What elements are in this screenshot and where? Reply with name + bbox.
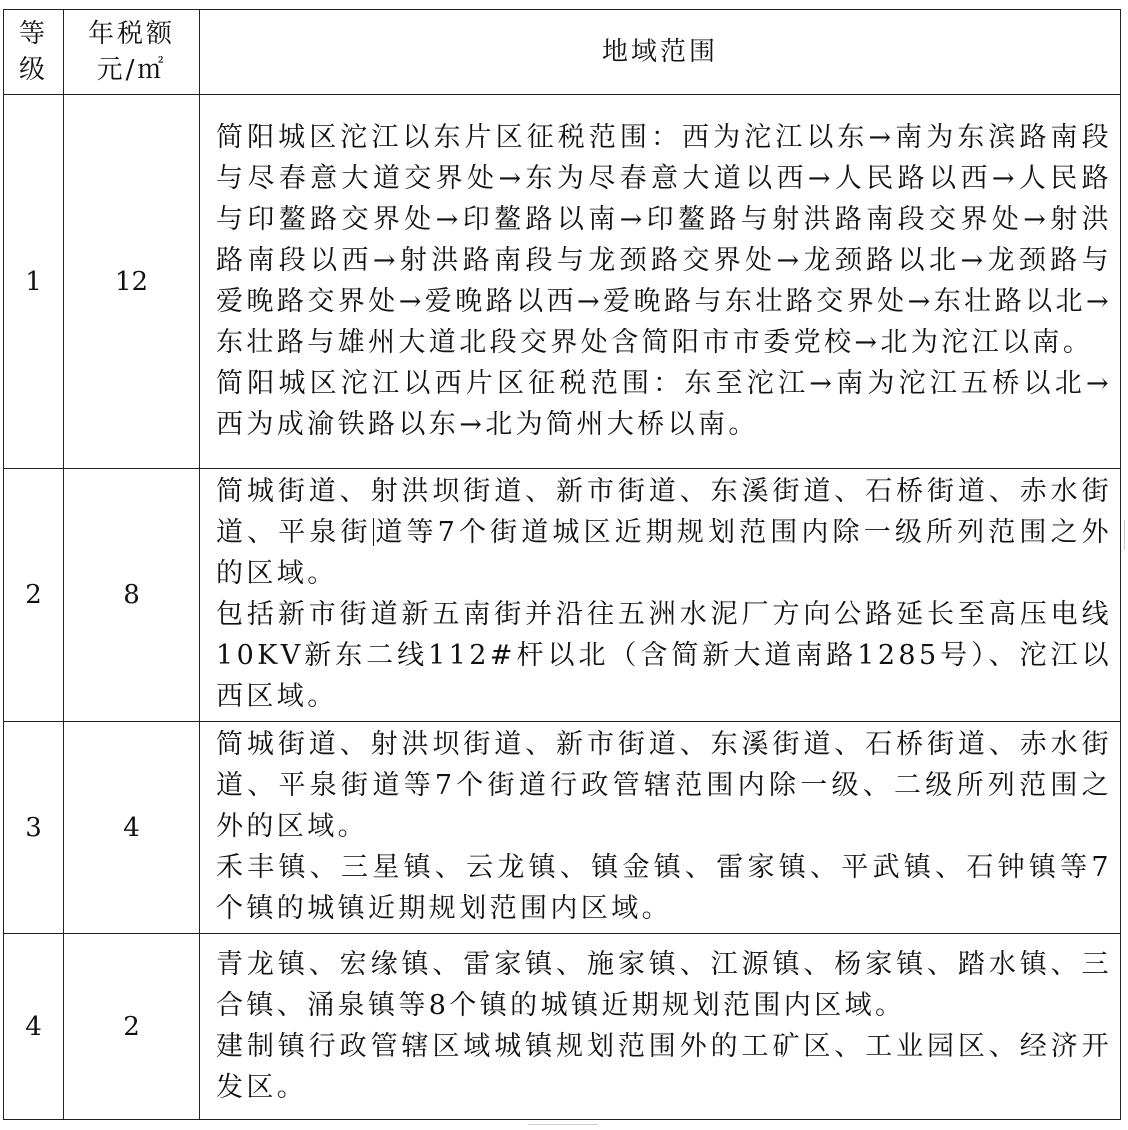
area-paragraph: 禾丰镇、三星镇、云龙镇、镇金镇、雷家镇、平武镇、石钟镇等7个镇的城镇近期规划范围内区域。 — [216, 852, 1112, 924]
page-edge-mark — [528, 1124, 598, 1125]
area-paragraph: 青龙镇、宏缘镇、雷家镇、施家镇、江源镇、杨家镇、踏水镇、三合镇、涌泉镇等8个镇的城镇近期规划范围内区域。 — [216, 948, 1112, 1021]
tax-cell: 12 — [64, 95, 200, 469]
header-grade-line2: 级 — [18, 55, 48, 85]
table-row — [4, 722, 1121, 934]
header-grade — [4, 10, 64, 95]
grade-cell: 2 — [4, 469, 64, 722]
tax-cell: 2 — [64, 934, 200, 1120]
area-cell — [200, 934, 1121, 1120]
header-area: 地域范围 — [200, 10, 1121, 95]
area-paragraph: 包括新市街道新五南街并沿往五洲水泥厂方向公路延长至高压电线10KV新东二线112#杆以北（含简新大道南路1285号）、沱江以西区域。 — [216, 599, 1112, 712]
area-text: 简城街道、射洪坝街道、新市街道、东溪街道、石桥街道、赤水街道、平泉街 — [216, 476, 1112, 548]
area-paragraph: 简城街道、射洪坝街道、新市街道、东溪街道、石桥街道、赤水街道、平泉街道等7个街道行政管辖范围内除一级、二级所列范围之外的区域。 — [216, 729, 1112, 842]
tax-cell: 8 — [64, 469, 200, 722]
header-tax-line2: 元/㎡ — [96, 55, 167, 85]
header-grade-line1: 等 — [18, 19, 48, 49]
grade-cell: 3 — [4, 722, 64, 934]
grade-cell: 1 — [4, 95, 64, 469]
grade-cell: 4 — [4, 934, 64, 1120]
area-paragraph — [216, 471, 1112, 594]
area-text: 道等7个街道城区近期规划范围内除一级所列范围之外的区域。 — [216, 517, 1113, 589]
area-cell — [200, 95, 1121, 469]
area-cell — [200, 722, 1121, 934]
table-row — [4, 934, 1121, 1120]
tax-cell: 4 — [64, 722, 200, 934]
area-paragraph: 建制镇行政管辖区域城镇规划范围外的工矿区、工业园区、经济开发区。 — [216, 1030, 1112, 1103]
tax-grade-table — [3, 9, 1121, 1120]
area-paragraph: 简阳城区沱江以西片区征税范围：东至沱江→南为沱江五桥以北→西为成渝铁路以东→北为简州大桥以南。 — [216, 367, 1112, 440]
table-header-row — [4, 10, 1121, 95]
text-cursor — [373, 518, 374, 546]
area-cell — [200, 469, 1121, 722]
header-annual-tax — [64, 10, 200, 95]
area-paragraph: 简阳城区沱江以东片区征税范围：西为沱江以东→南为东滨路南段与尽春意大道交界处→东为尽春意大道以西→人民路以西→人民路与印鳌路交界处→印鳌路以南→印鳌路与射洪路南段交界处→射洪路南段以西→射洪路南段与龙颈路交界处→龙颈路以北→龙颈路与爱晚路交界处→爱晚路以西→爱晚路与东壮路交界处→东壮路以北→东壮路与雄州大道北段交界处含简阳市市委党校→北为沱江以南。 — [216, 121, 1112, 358]
header-tax-line1: 年税额 — [87, 19, 175, 49]
table-row — [4, 95, 1121, 469]
table-row — [4, 469, 1121, 722]
page-edge-mark — [1124, 520, 1125, 550]
